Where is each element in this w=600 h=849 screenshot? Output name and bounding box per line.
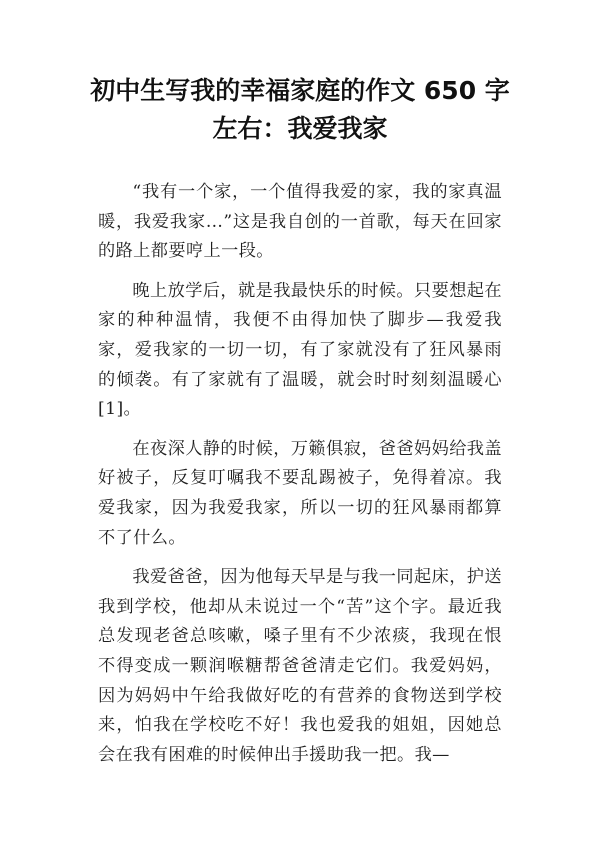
document-title [70,72,530,148]
document-body [98,178,502,780]
title-line-2: 左右：我爱我家 [212,114,388,143]
paragraph-1: “我有一个家，一个值得我爱的家，我的家真温暖，我爱我家…”这是我自创的一首歌，每天在回家的路上都要哼上一段。 [98,182,502,262]
paragraph-2: 晚上放学后，就是我最快乐的时候。只要想起在家的种种温情，我便不由得加快了脚步—我爱我家，爱我家的一切一切，有了家就没有了狂风暴雨的倾袭。有了家就有了温暖，就会时时刻刻温暖心[1]。 [98,280,502,420]
title-line-1: 初中生写我的幸福家庭的作文 650 字 [90,76,510,105]
paragraph-3: 在夜深人静的时候，万籁俱寂，爸爸妈妈给我盖好被子，反复叮嘱我不要乱踢被子，免得着凉。我爱我家，因为我爱我家，所以一切的狂风暴雨都算不了什么。 [98,438,502,548]
paragraph-4: 我爱爸爸，因为他每天早是与我一同起床，护送我到学校，他却从未说过一个“苦”这个字。最近我总发现老爸总咳嗽，嗓子里有不少浓痰，我现在恨不得变成一颗润喉糖帮爸爸清走它们。我爱妈妈，因为妈妈中午给我做好吃的有营养的食物送到学校来，怕我在学校吃不好！我也爱我的姐姐，因她总会在我有困难的时候伸出手援助我一把。我— [98,567,502,765]
